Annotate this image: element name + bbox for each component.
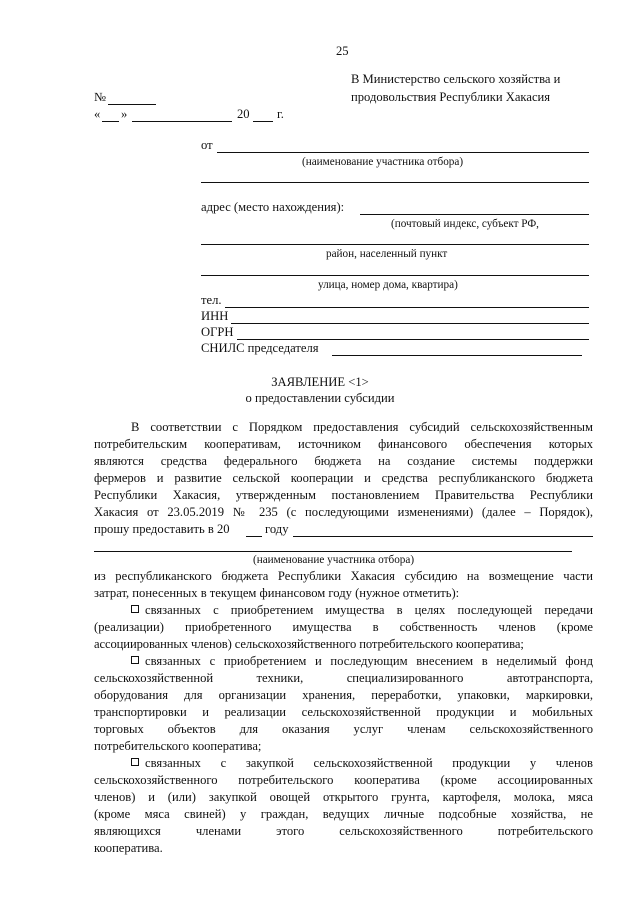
street-caption: улица, номер дома, квартира) xyxy=(318,279,458,291)
option-1-checkbox[interactable] xyxy=(131,605,139,613)
option-3-line: (кроме мяса свиней) у граждан, ведущих личные подсобные хозяйства, не xyxy=(94,807,593,821)
intro-line: фермеров и развитие сельской кооперации и средства республиканского бюджета xyxy=(94,471,593,485)
option-2-line: потребительского кооператива; xyxy=(94,739,262,753)
inn-field[interactable] xyxy=(231,323,589,324)
inn-label: ИНН xyxy=(201,309,229,323)
page-number: 25 xyxy=(336,44,349,58)
body-line: из республиканского бюджета Республики Хакасия субсидию на возмещение части xyxy=(94,569,593,583)
phone-field[interactable] xyxy=(225,307,589,308)
option-1-line: связанных с приобретением имущества в целях последующей передачи xyxy=(131,603,593,618)
date-day-field[interactable] xyxy=(102,121,119,122)
intro-line: Республики Хакасия, утвержденным постановлением Правительства Республики xyxy=(94,488,593,502)
postal-caption: (почтовый индекс, субъект РФ, xyxy=(391,218,539,230)
intro-line: потребительским кооперативам, источником финансового обеспечения которых xyxy=(94,437,593,451)
request-year-field[interactable] xyxy=(246,536,262,537)
intro-line: В соответствии с Порядком предоставления субсидий сельскохозяйственным xyxy=(131,420,593,434)
request-participant-field[interactable] xyxy=(293,536,593,537)
address-field-1[interactable] xyxy=(360,214,589,215)
document-subtitle: о предоставлении субсидии xyxy=(245,391,395,405)
reg-number-label: № xyxy=(94,90,107,104)
request-year-suffix: году xyxy=(265,522,289,536)
date-year-prefix: 20 xyxy=(237,107,250,121)
option-3-line: сельскохозяйственного потребительского кооператива (кроме ассоциированных xyxy=(94,773,593,787)
option-2-checkbox[interactable] xyxy=(131,656,139,664)
option-1-line: (реализации) приобретенного имущества в собственность членов (кроме xyxy=(94,620,593,634)
participant-name-field-2[interactable] xyxy=(201,182,589,183)
district-caption: район, населенный пункт xyxy=(326,248,448,260)
addressee-line-2: продовольствия Республики Хакасия xyxy=(351,90,551,104)
addressee-line-1: В Министерство сельского хозяйства и xyxy=(351,72,561,86)
participant-name-caption: (наименование участника отбора) xyxy=(302,156,464,168)
reg-number-field[interactable] xyxy=(108,104,156,105)
from-label: от xyxy=(201,138,213,152)
option-1-line: ассоциированных членов) сельскохозяйственного потребительского кооператива; xyxy=(94,637,524,651)
address-field-2[interactable] xyxy=(201,244,589,245)
option-3-checkbox[interactable] xyxy=(131,758,139,766)
participant-name-field[interactable] xyxy=(217,152,589,153)
ogrn-label: ОГРН xyxy=(201,325,234,339)
option-2-line: оборудования для организации хранения, переработки, упаковки, маркировки, xyxy=(94,688,593,702)
date-year-suffix: г. xyxy=(277,107,284,121)
snils-field[interactable] xyxy=(332,355,582,356)
date-open-quote: « xyxy=(94,107,101,121)
option-3-line: являющихся членами этого сельскохозяйственного потребительского xyxy=(94,824,593,838)
snils-label: СНИЛС председателя xyxy=(201,341,319,355)
option-2-line: транспортировки и реализации сельскохозяйственной продукции и мобильных xyxy=(94,705,593,719)
option-2-line: сельскохозяйственной техники, специализированного автотранспорта, xyxy=(94,671,593,685)
option-3-line: связанных с закупкой сельскохозяйственной продукции у членов xyxy=(131,756,593,771)
date-year-field[interactable] xyxy=(253,121,273,122)
address-field-3[interactable] xyxy=(201,275,589,276)
option-2-line: торговых объектов для оказания услуг членам сельскохозяйственного xyxy=(94,722,593,736)
document-title: ЗАЯВЛЕНИЕ <1> xyxy=(271,375,369,389)
body-line: затрат, понесенных в текущем финансовом году (нужное отметить): xyxy=(94,586,460,600)
ogrn-field[interactable] xyxy=(237,339,589,340)
address-label: адрес (место нахождения): xyxy=(201,200,345,214)
request-line: прошу предоставить в 20 xyxy=(94,522,230,536)
option-3-line: членов) и (или) закупкой овощей открытого грунта, картофеля, молока, мяса xyxy=(94,790,593,804)
request-participant-field-2[interactable] xyxy=(94,551,572,552)
option-2-line: связанных с приобретением и последующим внесением в неделимый фонд xyxy=(131,654,593,669)
date-close-quote: » xyxy=(121,107,128,121)
phone-label: тел. xyxy=(201,293,222,307)
intro-line: Хакасия от 23.05.2019 № 235 (с последующими изменениями) (далее – Порядок), xyxy=(94,505,593,519)
participant-caption: (наименование участника отбора) xyxy=(253,554,415,566)
intro-line: являются средства федерального бюджета на создание системы поддержки xyxy=(94,454,593,468)
date-month-field[interactable] xyxy=(132,121,232,122)
option-3-line: кооператива. xyxy=(94,841,163,855)
